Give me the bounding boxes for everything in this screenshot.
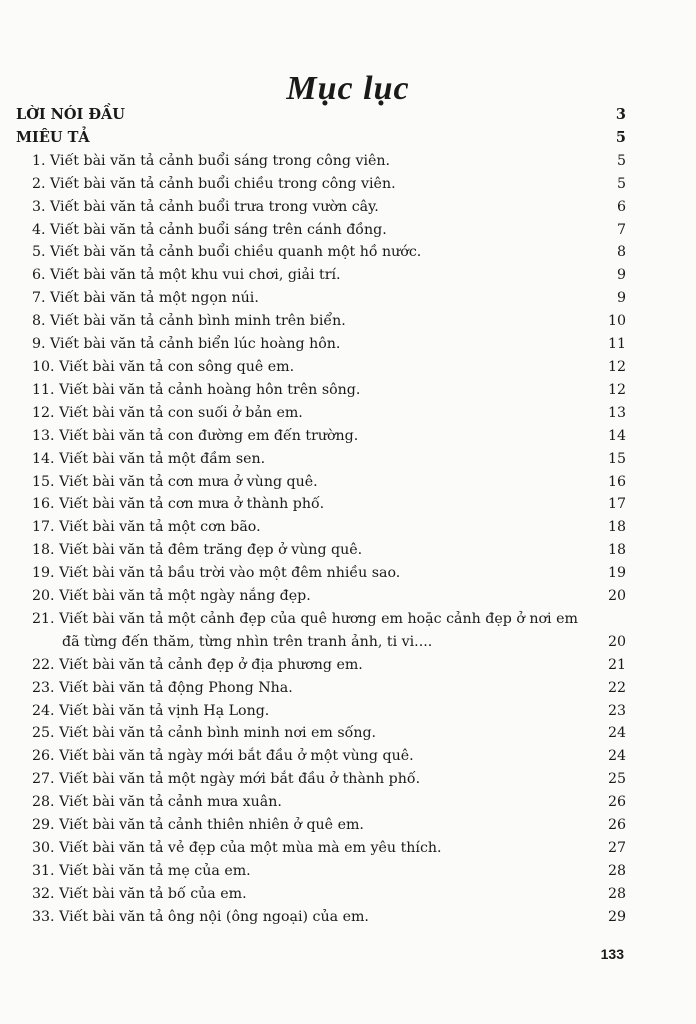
toc-item: [16, 585, 626, 608]
toc-item-text: 2. Viết bài văn tả cảnh buổi chiều trong công viên.: [32, 175, 396, 192]
toc-page-number: 24: [607, 748, 626, 765]
toc-page-number: 6: [616, 198, 626, 215]
page-number: 133: [600, 946, 624, 962]
toc-page-number: 18: [607, 542, 626, 559]
toc-item: [16, 333, 626, 356]
toc-section-label: LỜI NÓI ĐẦU: [16, 106, 125, 123]
toc-item-text: 27. Viết bài văn tả một ngày mới bắt đầu ở thành phố.: [32, 771, 421, 788]
toc-item: [16, 219, 626, 242]
toc-page-number: 15: [607, 450, 626, 467]
toc-item-text: 10. Viết bài văn tả con sông quê em.: [32, 358, 295, 375]
toc-item-text: 14. Viết bài văn tả một đầm sen.: [32, 450, 266, 467]
toc-item-text: 32. Viết bài văn tả bố của em.: [32, 885, 247, 902]
toc-item-text: 25. Viết bài văn tả cảnh bình minh nơi em sống.: [32, 725, 377, 742]
toc-item: [16, 379, 626, 402]
toc-item-text: 15. Viết bài văn tả cơn mưa ở vùng quê.: [32, 473, 318, 490]
toc-item: [16, 654, 626, 677]
toc-item-text: 4. Viết bài văn tả cảnh buổi sáng trên cánh đồng.: [32, 221, 387, 238]
toc-item: [16, 196, 626, 219]
toc-item-text: 33. Viết bài văn tả ông nội (ông ngoại) của em.: [32, 908, 369, 925]
toc-item-text: 5. Viết bài văn tả cảnh buổi chiều quanh một hồ nước.: [32, 244, 422, 261]
toc-item-text: 30. Viết bài văn tả vẻ đẹp của một mùa mà em yêu thích.: [32, 840, 442, 856]
toc-page-number: 18: [607, 519, 626, 536]
toc-item: [16, 356, 626, 379]
toc-item-text: 23. Viết bài văn tả động Phong Nha.: [32, 679, 293, 696]
toc-item: [16, 448, 626, 471]
toc-item: [16, 264, 626, 287]
toc-section-label: MIÊU TẢ: [16, 128, 90, 146]
toc-page-number: 29: [607, 908, 626, 925]
toc-item-text: 17. Viết bài văn tả một cơn bão.: [32, 519, 261, 536]
toc-item: [16, 516, 626, 539]
toc-item-text: [16, 608, 626, 654]
toc-item: [16, 425, 626, 448]
toc-item-text: 9. Viết bài văn tả cảnh biển lúc hoàng hôn.: [32, 336, 341, 353]
toc-item: [16, 493, 626, 516]
toc-page-number: 16: [607, 473, 626, 490]
toc-item: [16, 722, 626, 745]
toc-item: [16, 539, 626, 562]
toc-item-text: 11. Viết bài văn tả cảnh hoàng hôn trên sông.: [32, 381, 361, 398]
toc-item: [16, 150, 626, 173]
toc-page-number: 28: [607, 885, 626, 902]
toc-item-text: 19. Viết bài văn tả bầu trời vào một đêm nhiều sao.: [32, 565, 401, 582]
toc-item-text: 28. Viết bài văn tả cảnh mưa xuân.: [32, 794, 282, 811]
toc-item: [16, 745, 626, 768]
toc-item: [16, 837, 626, 860]
toc-page-number: 23: [607, 702, 626, 719]
toc-page-number: 3: [615, 106, 626, 123]
toc-item: [16, 310, 626, 333]
toc-page-number: 26: [607, 817, 626, 834]
toc-item-text: 6. Viết bài văn tả một khu vui chơi, giải trí.: [32, 267, 341, 284]
toc-page-number: 9: [616, 267, 626, 284]
toc-section-preface: [16, 104, 626, 127]
toc-page-number: 8: [616, 244, 626, 261]
toc-item: [16, 241, 626, 264]
toc-page-number: 26: [607, 794, 626, 811]
toc-page-number: 12: [607, 381, 626, 398]
toc-page-number: 27: [607, 840, 626, 856]
toc-item-text: 29. Viết bài văn tả cảnh thiên nhiên ở quê em.: [32, 817, 364, 834]
toc-item: [16, 471, 626, 494]
toc-page-number: 7: [616, 221, 626, 238]
toc-item-text: 26. Viết bài văn tả ngày mới bắt đầu ở một vùng quê.: [32, 748, 414, 765]
page-title: Mục lục: [286, 70, 410, 107]
toc-item-text: 8. Viết bài văn tả cảnh bình minh trên biển.: [32, 313, 346, 330]
toc-item-continuation: đã từng đến thăm, từng nhìn trên tranh ảnh, ti vi....: [62, 633, 433, 650]
toc-item-text: 13. Viết bài văn tả con đường em đến trường.: [32, 427, 359, 444]
toc-section-description: [16, 127, 626, 150]
toc-item: [16, 402, 626, 425]
toc-item: [16, 768, 626, 791]
toc-page-number: 13: [607, 404, 626, 421]
toc-item: [16, 700, 626, 723]
toc-item-text: 7. Viết bài văn tả một ngọn núi.: [32, 290, 259, 307]
toc-page-number: 5: [616, 175, 626, 192]
table-of-contents: [16, 104, 626, 929]
toc-page-number: 25: [607, 771, 626, 788]
toc-item-text: 31. Viết bài văn tả mẹ của em.: [32, 862, 251, 879]
toc-item-text: 18. Viết bài văn tả đêm trăng đẹp ở vùng quê.: [32, 542, 363, 559]
toc-item-text: 20. Viết bài văn tả một ngày nắng đẹp.: [32, 588, 311, 605]
toc-item-text: 12. Viết bài văn tả con suối ở bản em.: [32, 404, 303, 421]
toc-item: [16, 562, 626, 585]
toc-item: [16, 883, 626, 906]
toc-page-number: 14: [607, 427, 626, 444]
toc-page-number: 12: [607, 358, 626, 375]
toc-page-number: 17: [607, 496, 626, 513]
toc-item: [16, 906, 626, 929]
toc-page-number: 5: [616, 152, 626, 169]
toc-item-text: 3. Viết bài văn tả cảnh buổi trưa trong vườn cây.: [32, 198, 379, 215]
toc-item-text: 22. Viết bài văn tả cảnh đẹp ở địa phương em.: [32, 656, 363, 673]
toc-item-text: 1. Viết bài văn tả cảnh buổi sáng trong công viên.: [32, 152, 391, 169]
toc-page-number: 11: [607, 336, 626, 353]
toc-item: [16, 814, 626, 837]
toc-page-number: 24: [607, 725, 626, 742]
toc-page-number: 20: [607, 633, 626, 650]
toc-page-number: 22: [607, 679, 626, 696]
toc-page-number: 21: [607, 656, 626, 673]
toc-item: [16, 677, 626, 700]
toc-item: [16, 860, 626, 883]
toc-page-number: 9: [616, 290, 626, 307]
toc-page-number: 28: [607, 862, 626, 879]
toc-item: [16, 791, 626, 814]
toc-item-text: 16. Viết bài văn tả cơn mưa ở thành phố.: [32, 496, 325, 513]
toc-item: [16, 173, 626, 196]
toc-item-line: 21. Viết bài văn tả một cảnh đẹp của quê hương em hoặc cảnh đẹp ở nơi em: [32, 610, 578, 627]
toc-item: [16, 608, 626, 654]
toc-page-number: 19: [607, 565, 626, 582]
toc-item-text: 24. Viết bài văn tả vịnh Hạ Long.: [32, 702, 270, 719]
toc-page-number: 10: [607, 313, 626, 330]
toc-page-number: 20: [607, 588, 626, 605]
toc-item: [16, 287, 626, 310]
toc-page-number: 5: [615, 128, 626, 146]
